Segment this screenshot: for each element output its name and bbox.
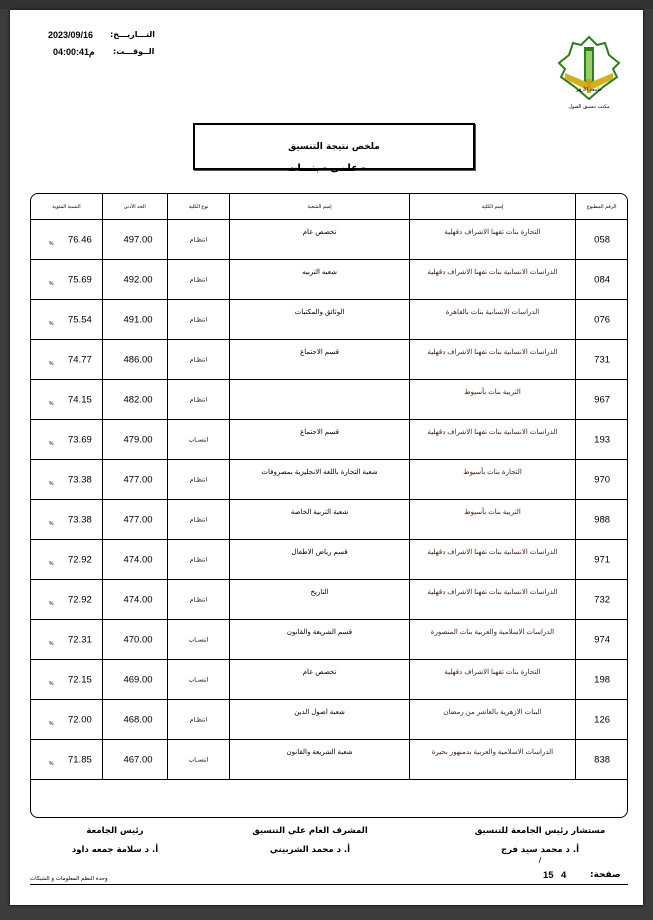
- college-code: 732: [594, 594, 611, 605]
- college-type: انتظـام: [189, 357, 208, 363]
- faculty-name: التربية بنات بأسيوط: [464, 389, 521, 396]
- department-name: شعبة التربية الخاصة: [290, 509, 349, 516]
- table-header-row: [31, 194, 627, 220]
- cell-department: [229, 660, 408, 699]
- cell-percent: [31, 460, 102, 499]
- office-name: مكتب تنسيق القبول: [568, 104, 610, 110]
- cell-faculty: [409, 500, 575, 539]
- college-type: انتظـام: [189, 717, 208, 723]
- col-header-number: الرقم المطبوع: [575, 194, 627, 219]
- cell-number: [575, 300, 627, 339]
- percent-sign: %: [49, 320, 54, 327]
- cell-minimum: [102, 500, 167, 539]
- page-label: صفحة:: [590, 870, 621, 880]
- cell-faculty: [409, 460, 575, 499]
- percent-sign: %: [49, 640, 54, 647]
- cell-faculty: [409, 300, 575, 339]
- percent-sign: %: [49, 360, 54, 367]
- faculty-name: الدراسات الانسانية بنات تفهنا الاشراف دقهلية: [427, 429, 558, 436]
- percentage: 74.77: [67, 354, 92, 365]
- table-row: [31, 620, 627, 660]
- cell-department: [229, 420, 408, 459]
- cell-type: [167, 660, 230, 699]
- cell-department: [229, 380, 408, 419]
- table-row: [31, 740, 627, 780]
- faculty-name: الدراسات الانسانية بنات تفهنا الاشراف دقهلية: [427, 349, 558, 356]
- department-name: قسم الشريعة والقانون: [286, 629, 353, 636]
- signature-supervisor-title: المشرف العام علي التنسيق: [252, 826, 368, 836]
- percent-sign: %: [49, 560, 54, 567]
- department-name: التاريخ: [310, 589, 329, 596]
- cell-number: [575, 740, 627, 779]
- cell-faculty: [409, 620, 575, 659]
- cell-type: [167, 220, 230, 259]
- college-type: انتسـاب: [188, 757, 209, 763]
- cell-percent: [31, 740, 102, 779]
- cell-type: [167, 700, 230, 739]
- minimum-score: 467.00: [123, 754, 153, 765]
- college-type: انتسـاب: [188, 637, 209, 643]
- col-header-type: نوع الكلية: [167, 194, 230, 219]
- table-row: [31, 420, 627, 460]
- col-header-minimum: الحد الأدنى: [102, 194, 167, 219]
- percentage: 75.54: [67, 314, 92, 325]
- percent-sign: %: [49, 280, 54, 287]
- col-header-department: إسم الشعبة: [229, 194, 408, 219]
- date-value: 2023/09/16: [48, 30, 94, 40]
- minimum-score: 469.00: [123, 674, 153, 685]
- faculty-name: الدراسات الاسلامية والعربية بدمنهور بحيرة: [431, 749, 554, 756]
- department-name: شعبة الشريعة والقانون: [286, 749, 353, 756]
- table-row: [31, 660, 627, 700]
- time-value: 04:00:41م: [53, 47, 95, 57]
- page-total: 15: [543, 870, 554, 881]
- cell-type: [167, 740, 230, 779]
- faculty-name: التربية بنات بأسيوط: [464, 509, 521, 516]
- minimum-score: 482.00: [123, 394, 153, 405]
- college-type: انتظـام: [189, 317, 208, 323]
- cell-faculty: [409, 260, 575, 299]
- faculty-name: التجارة بنات تفهنا الاشراف دقهلية: [444, 669, 541, 676]
- university-name: جامعة الأزهر: [575, 87, 603, 93]
- college-code: 970: [594, 474, 611, 485]
- cell-faculty: [409, 540, 575, 579]
- cell-type: [167, 420, 230, 459]
- percent-sign: %: [49, 240, 54, 247]
- college-type: انتظـام: [189, 277, 208, 283]
- cell-faculty: [409, 580, 575, 619]
- cell-number: [575, 460, 627, 499]
- cell-minimum: [102, 300, 167, 339]
- cell-number: [575, 260, 627, 299]
- page-current: 4: [561, 870, 567, 881]
- signature-president-title: رئيس الجامعة: [86, 826, 144, 836]
- cell-percent: [31, 500, 102, 539]
- college-code: 974: [594, 634, 611, 645]
- signature-advisor-title: مستشار رئيس الجامعة للتنسيق: [474, 826, 606, 836]
- minimum-score: 474.00: [123, 554, 153, 565]
- college-code: 198: [594, 674, 611, 685]
- cell-department: [229, 700, 408, 739]
- cell-number: [575, 620, 627, 659]
- cell-type: [167, 580, 230, 619]
- university-logo: [553, 33, 625, 105]
- college-type: انتظـام: [189, 237, 208, 243]
- minimum-score: 479.00: [123, 434, 153, 445]
- department-name: تخصص عام: [302, 669, 337, 676]
- minimum-score: 477.00: [123, 474, 153, 485]
- table-row: [31, 540, 627, 580]
- cell-department: [229, 580, 408, 619]
- cell-faculty: [409, 220, 575, 259]
- cell-department: [229, 620, 408, 659]
- minimum-score: 492.00: [123, 274, 153, 285]
- cell-minimum: [102, 340, 167, 379]
- faculty-name: الدراسات الانسانية بنات تفهنا الاشراف دقهلية: [427, 589, 558, 596]
- college-code: 076: [594, 314, 611, 325]
- faculty-name: التجارة بنات تفهنا الاشراف دقهلية: [444, 229, 541, 236]
- college-code: 193: [594, 434, 611, 445]
- minimum-score: 470.00: [123, 634, 153, 645]
- cell-department: [229, 540, 408, 579]
- college-code: 084: [594, 274, 611, 285]
- department-name: الوثائق والمكتبات: [294, 309, 345, 316]
- department-name: قسم الاجتماع: [300, 429, 339, 436]
- cell-minimum: [102, 460, 167, 499]
- signature-supervisor-name: أ. د محمد الشربيني: [269, 845, 351, 855]
- percentage: 72.92: [67, 594, 92, 605]
- report-subtitle: - علمى - بنـــات: [287, 163, 366, 174]
- cell-minimum: [102, 260, 167, 299]
- cell-number: [575, 500, 627, 539]
- percent-sign: %: [49, 720, 54, 727]
- table-row: [31, 580, 627, 620]
- footer-divider: [30, 884, 628, 885]
- percentage: 72.92: [67, 554, 92, 565]
- percent-sign: %: [49, 680, 54, 687]
- cell-department: [229, 300, 408, 339]
- college-type: انتسـاب: [188, 677, 209, 683]
- minimum-score: 468.00: [123, 714, 153, 725]
- unit-name: وحدة النظم المعلومات و الشبكات: [30, 876, 108, 882]
- faculty-name: الدراسات الاسلامية والعربية بنات المنصورة: [430, 629, 555, 636]
- minimum-score: 486.00: [123, 354, 153, 365]
- college-type: انتظـام: [189, 477, 208, 483]
- cell-type: [167, 340, 230, 379]
- cell-percent: [31, 420, 102, 459]
- percent-sign: %: [49, 600, 54, 607]
- cell-percent: [31, 580, 102, 619]
- cell-department: [229, 260, 408, 299]
- percentage: 72.00: [67, 714, 92, 725]
- table-row: [31, 260, 627, 300]
- cell-minimum: [102, 580, 167, 619]
- percentage: 73.38: [67, 514, 92, 525]
- cell-percent: [31, 660, 102, 699]
- table-row: [31, 500, 627, 540]
- cell-number: [575, 380, 627, 419]
- faculty-name: الدراسات الانسانية بنات تفهنا الاشراف دقهلية: [427, 269, 558, 276]
- percentage: 75.69: [67, 274, 92, 285]
- cell-percent: [31, 340, 102, 379]
- cell-faculty: [409, 380, 575, 419]
- cell-faculty: [409, 700, 575, 739]
- cell-number: [575, 540, 627, 579]
- college-type: انتسـاب: [188, 437, 209, 443]
- cell-department: [229, 340, 408, 379]
- cell-type: [167, 260, 230, 299]
- cell-percent: [31, 540, 102, 579]
- college-code: 971: [594, 554, 611, 565]
- college-type: انتظـام: [189, 397, 208, 403]
- cell-number: [575, 580, 627, 619]
- college-code: 058: [594, 234, 611, 245]
- cell-percent: [31, 700, 102, 739]
- cell-type: [167, 460, 230, 499]
- cell-minimum: [102, 420, 167, 459]
- college-code: 838: [594, 754, 611, 765]
- date-label: التـــاريـــخ:: [110, 30, 155, 39]
- signature-advisor-name: أ. د محمد سيد فرج: [500, 845, 580, 855]
- signature-president-name: أ. د سلامة جمعه داود: [71, 845, 159, 855]
- col-header-percent: النسبة المئوية: [52, 203, 81, 210]
- cell-type: [167, 300, 230, 339]
- cell-minimum: [102, 700, 167, 739]
- table-row: [31, 220, 627, 260]
- cell-type: [167, 620, 230, 659]
- department-name: قسم الاجتماع: [300, 349, 339, 356]
- table-row: [31, 380, 627, 420]
- cell-number: [575, 420, 627, 459]
- cell-percent: [31, 620, 102, 659]
- college-code: 126: [594, 714, 611, 725]
- cell-number: [575, 340, 627, 379]
- faculty-name: التجارة بنات بأسيوط: [463, 469, 522, 476]
- percentage: 71.85: [67, 754, 92, 765]
- minimum-score: 491.00: [123, 314, 153, 325]
- percentage: 72.15: [67, 674, 92, 685]
- cell-minimum: [102, 220, 167, 259]
- cell-minimum: [102, 660, 167, 699]
- report-title: ملخص نتيجة التنسيق: [193, 123, 475, 170]
- percentage: 76.46: [67, 234, 92, 245]
- faculty-name: البنات الازهرية بالعاشر من رمضان: [443, 709, 542, 716]
- percentage: 73.38: [67, 474, 92, 485]
- faculty-name: الدراسات الانسانية بنات تفهنا الاشراف دقهلية: [427, 549, 558, 556]
- college-code: 988: [594, 514, 611, 525]
- college-code: 731: [594, 354, 611, 365]
- table-row: [31, 700, 627, 740]
- percent-sign: %: [49, 760, 54, 767]
- percent-sign: %: [49, 440, 54, 447]
- percentage: 74.15: [67, 394, 92, 405]
- minimum-score: 474.00: [123, 594, 153, 605]
- department-name: شعبة اصول الدين: [294, 709, 345, 716]
- cell-percent: [31, 380, 102, 419]
- college-type: انتظـام: [189, 597, 208, 603]
- cell-number: [575, 700, 627, 739]
- cell-percent: [31, 220, 102, 259]
- college-code: 967: [594, 394, 611, 405]
- college-type: انتظـام: [189, 517, 208, 523]
- department-name: شعبه التربيه: [302, 269, 337, 276]
- results-table: [30, 193, 628, 818]
- cell-percent: [31, 260, 102, 299]
- time-label: الــوقـــت:: [113, 47, 155, 56]
- faculty-name: الدراسات الانسانية بنات بالقاهرة: [445, 309, 540, 316]
- table-row: [31, 300, 627, 340]
- cell-percent: [31, 300, 102, 339]
- cell-type: [167, 380, 230, 419]
- cell-faculty: [409, 740, 575, 779]
- viewer-top-bar: [0, 0, 653, 9]
- cell-number: [575, 660, 627, 699]
- cell-type: [167, 540, 230, 579]
- department-name: تخصص عام: [302, 229, 337, 236]
- cell-department: [229, 740, 408, 779]
- col-header-faculty: إسم الكلية: [409, 194, 575, 219]
- cell-minimum: [102, 740, 167, 779]
- cell-minimum: [102, 380, 167, 419]
- cell-department: [229, 220, 408, 259]
- minimum-score: 497.00: [123, 234, 153, 245]
- cell-minimum: [102, 540, 167, 579]
- cell-department: [229, 500, 408, 539]
- cell-number: [575, 220, 627, 259]
- department-name: شعبة التجارة باللغة الانجليزية بمصروفات: [261, 469, 378, 476]
- percentage: 72.31: [67, 634, 92, 645]
- cell-faculty: [409, 420, 575, 459]
- cell-type: [167, 500, 230, 539]
- department-name: قسم رياض الاطفال: [291, 549, 348, 556]
- minimum-score: 477.00: [123, 514, 153, 525]
- percent-sign: %: [49, 480, 54, 487]
- cell-faculty: [409, 660, 575, 699]
- table-row: [31, 340, 627, 380]
- cell-minimum: [102, 620, 167, 659]
- percentage: 73.69: [67, 434, 92, 445]
- percent-sign: %: [49, 520, 54, 527]
- cell-department: [229, 460, 408, 499]
- table-row: [31, 460, 627, 500]
- cell-faculty: [409, 340, 575, 379]
- percent-sign: %: [49, 400, 54, 407]
- signature-mark: /: [538, 856, 542, 864]
- college-type: انتظـام: [189, 557, 208, 563]
